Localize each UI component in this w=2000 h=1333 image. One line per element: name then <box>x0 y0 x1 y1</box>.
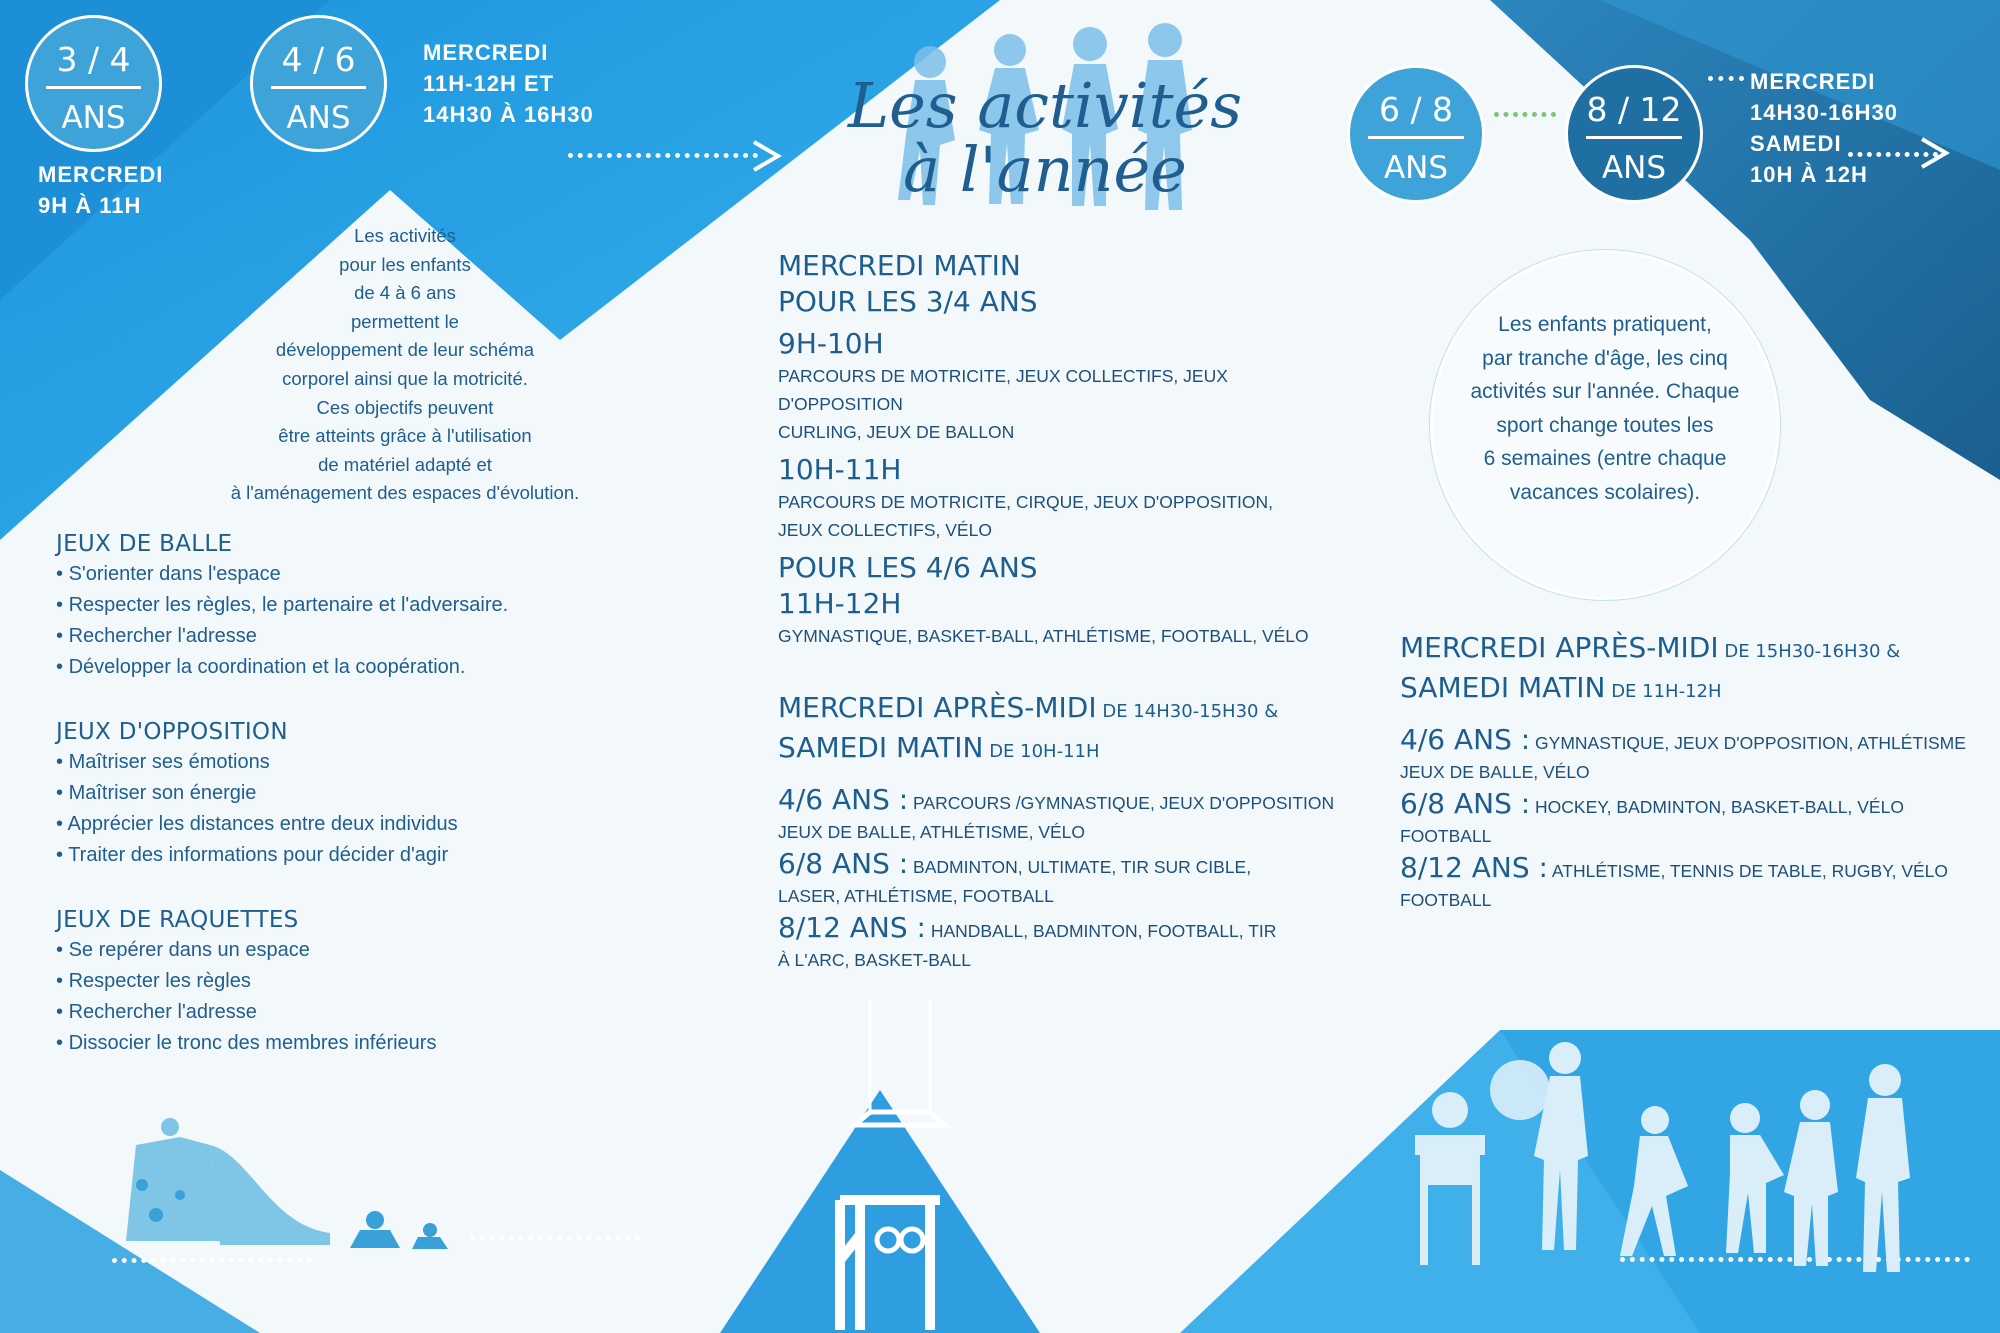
intro-line: être atteints grâce à l'utilisation <box>278 425 532 447</box>
schedule-line: 14H30 À 16H30 <box>423 102 594 127</box>
badge-divider <box>1368 136 1463 139</box>
section-heading: JEUX DE RAQUETTES <box>56 907 299 933</box>
list-item: • Traiter des informations pour décider d'agir <box>56 840 656 871</box>
section-list <box>56 935 656 1059</box>
activity-line: JEUX DE BALLE, VÉLO <box>1400 762 1590 782</box>
schedule-line: MERCREDI <box>1750 69 1876 94</box>
activity-line: CURLING, JEUX DE BALLON <box>778 422 1015 442</box>
age-group-6-8 <box>778 846 1338 910</box>
kids-playing-silhouettes-icon <box>1400 1040 1920 1280</box>
age-group-6-8 <box>1400 786 1990 850</box>
list-item: • Rechercher l'adresse <box>56 621 656 652</box>
age-group-4-6 <box>778 782 1338 846</box>
intro-line: Les activités <box>354 225 456 246</box>
badge-6-8-ans <box>1347 65 1485 203</box>
activity-line: BADMINTON, ULTIMATE, TIR SUR CIBLE, <box>908 857 1252 877</box>
badge-3-4-number: 3 / 4 <box>56 40 131 79</box>
section-heading: JEUX DE BALLE <box>56 531 233 557</box>
page-title <box>830 69 1260 206</box>
block-heading: POUR LES 4/6 ANS <box>778 551 1038 584</box>
schedule-line: 11H-12H ET <box>423 71 555 96</box>
age-label: 8/12 ANS : <box>1400 851 1548 884</box>
badge-3-4-unit: ANS <box>61 100 126 136</box>
activity-line: HOCKEY, BADMINTON, BASKET-BALL, VÉLO <box>1530 797 1904 817</box>
schedule-line: MERCREDI <box>38 162 164 187</box>
info-line: vacances scolaires). <box>1509 480 1701 504</box>
age-group-8-12 <box>1400 850 1990 914</box>
activity-line: PARCOURS DE MOTRICITE, CIRQUE, JEUX D'OPPOSITION, <box>778 492 1274 512</box>
list-item: • S'orienter dans l'espace <box>56 559 656 590</box>
activity-line: JEUX DE BALLE, ATHLÉTISME, VÉLO <box>778 822 1086 842</box>
intro-line: corporel ainsi que la motricité. <box>282 367 528 389</box>
badge-8-12-ans <box>1565 65 1703 203</box>
mercredi-apres-midi-block-left <box>778 690 1338 974</box>
time-slot-9h-10h: 9H-10H <box>778 327 884 360</box>
section-jeux-d-opposition <box>56 717 656 871</box>
intro-line: développement de leur schéma <box>275 339 535 361</box>
badge-3-4-ans <box>25 15 162 152</box>
badge-8-12-unit: ANS <box>1601 150 1667 186</box>
info-line: Les enfants pratiquent, <box>1498 313 1712 336</box>
time-slot-11h-12h: 11H-12H <box>778 587 902 620</box>
activity-line: GYMNASTIQUE, JEUX D'OPPOSITION, ATHLÉTISME <box>1530 733 1966 753</box>
dotted-connector <box>1708 76 1744 81</box>
activity-line: GYMNASTIQUE, BASKET-BALL, ATHLÉTISME, FOOTBALL, VÉLO <box>778 626 1309 646</box>
mercredi-apres-midi-block-right <box>1400 630 1990 914</box>
activity-line: FOOTBALL <box>1400 826 1492 846</box>
activity-line: PARCOURS /GYMNASTIQUE, JEUX D'OPPOSITION <box>908 793 1335 813</box>
title-line-2: à l'année <box>903 133 1187 206</box>
schedule-3-4 <box>38 159 163 221</box>
age-label: 4/6 ANS : <box>1400 723 1531 756</box>
badge-6-8-number: 6 / 8 <box>1378 90 1454 129</box>
schedule-6-8-12 <box>1750 66 1898 190</box>
time-slot-10h-11h: 10H-11H <box>778 453 902 486</box>
badge-4-6-number: 4 / 6 <box>281 40 356 79</box>
intro-line: de matériel adapté et <box>318 453 492 475</box>
intro-line: pour les enfants <box>339 253 471 275</box>
block-heading-time: DE 14H30-15H30 & <box>1096 701 1279 722</box>
badge-4-6-ans <box>250 15 387 152</box>
block-heading: SAMEDI MATIN <box>1400 671 1606 704</box>
age-label: 6/8 ANS : <box>778 847 909 880</box>
activity-line: LASER, ATHLÉTISME, FOOTBALL <box>778 886 1054 906</box>
activity-line: HANDBALL, BADMINTON, FOOTBALL, TIR <box>925 921 1277 941</box>
intro-line: à l'aménagement des espaces d'évolution. <box>230 482 580 504</box>
list-item: • Développer la coordination et la coopération. <box>56 652 656 683</box>
intro-text-4-6 <box>140 222 670 508</box>
block-heading-time: DE 11H-12H <box>1605 681 1722 702</box>
schedule-line: 9H À 11H <box>38 193 142 218</box>
swing-gym-icon <box>820 1000 980 1330</box>
badge-divider <box>1586 136 1681 139</box>
badge-6-8-unit: ANS <box>1383 150 1449 186</box>
badge-divider <box>46 86 140 89</box>
intro-line: permettent le <box>351 310 459 332</box>
schedule-4-6 <box>423 37 594 130</box>
block-heading-time: DE 10H-11H <box>983 741 1100 762</box>
block-heading: MERCREDI MATIN <box>778 249 1021 282</box>
age-label: 8/12 ANS : <box>778 911 926 944</box>
list-item: • Maîtriser son énergie <box>56 778 656 809</box>
info-line: 6 semaines (entre chaque <box>1483 447 1727 470</box>
schedule-line: MERCREDI <box>423 40 549 65</box>
badge-4-6-unit: ANS <box>286 100 351 136</box>
badge-divider <box>271 86 365 89</box>
block-heading-time: DE 15H30-16H30 & <box>1718 641 1901 662</box>
activity-line: FOOTBALL <box>1400 890 1492 910</box>
info-line: par tranche d'âge, les cinq <box>1482 346 1728 370</box>
block-heading: POUR LES 3/4 ANS <box>778 285 1038 318</box>
schedule-line: SAMEDI <box>1750 131 1842 156</box>
dotted-connector <box>470 1235 640 1240</box>
intro-line: de 4 à 6 ans <box>354 282 456 304</box>
activity-line: À L'ARC, BASKET-BALL <box>778 950 972 970</box>
age-label: 4/6 ANS : <box>778 783 909 816</box>
playground-slide-icon <box>120 1115 450 1255</box>
schedule-line: 14H30-16H30 <box>1750 100 1898 125</box>
activity-line: ATHLÉTISME, TENNIS DE TABLE, RUGBY, VÉLO <box>1547 861 1949 881</box>
section-heading: JEUX D'OPPOSITION <box>56 719 288 745</box>
section-list <box>56 747 656 871</box>
activity-line: PARCOURS DE MOTRICITE, JEUX COLLECTIFS, JEUX D'OPPOSITION <box>778 366 1228 414</box>
arrow-right-icon <box>1918 135 1952 171</box>
block-heading: MERCREDI APRÈS-MIDI <box>778 691 1097 724</box>
mercredi-matin-block <box>778 248 1338 650</box>
info-circle <box>1430 250 1780 600</box>
intro-line: Ces objectifs peuvent <box>316 396 494 418</box>
section-jeux-de-raquettes <box>56 905 656 1059</box>
info-line: sport change toutes les <box>1496 413 1714 437</box>
age-label: 6/8 ANS : <box>1400 787 1531 820</box>
arrow-right-icon <box>750 138 784 174</box>
list-item: • Se repérer dans un espace <box>56 935 656 966</box>
activity-line: JEUX COLLECTIFS, VÉLO <box>778 520 992 540</box>
list-item: • Rechercher l'adresse <box>56 997 656 1028</box>
dotted-connector <box>112 1258 312 1263</box>
age-group-4-6 <box>1400 722 1990 786</box>
list-item: • Dissocier le tronc des membres inférieurs <box>56 1028 656 1059</box>
title-line-1: Les activités <box>847 69 1243 142</box>
list-item: • Apprécier les distances entre deux individus <box>56 809 656 840</box>
section-list <box>56 559 656 683</box>
list-item: • Respecter les règles <box>56 966 656 997</box>
badge-8-12-number: 8 / 12 <box>1586 90 1682 129</box>
block-heading: SAMEDI MATIN <box>778 731 984 764</box>
list-item: • Maîtriser ses émotions <box>56 747 656 778</box>
block-heading: MERCREDI APRÈS-MIDI <box>1400 631 1719 664</box>
schedule-line: 10H À 12H <box>1750 162 1868 187</box>
info-line: activités sur l'année. Chaque <box>1470 380 1740 403</box>
section-jeux-de-balle <box>56 529 656 683</box>
list-item: • Respecter les règles, le partenaire et l'adversaire. <box>56 590 656 621</box>
dotted-connector <box>568 153 758 158</box>
age-group-8-12 <box>778 910 1338 974</box>
dotted-connector-green <box>1494 112 1556 117</box>
